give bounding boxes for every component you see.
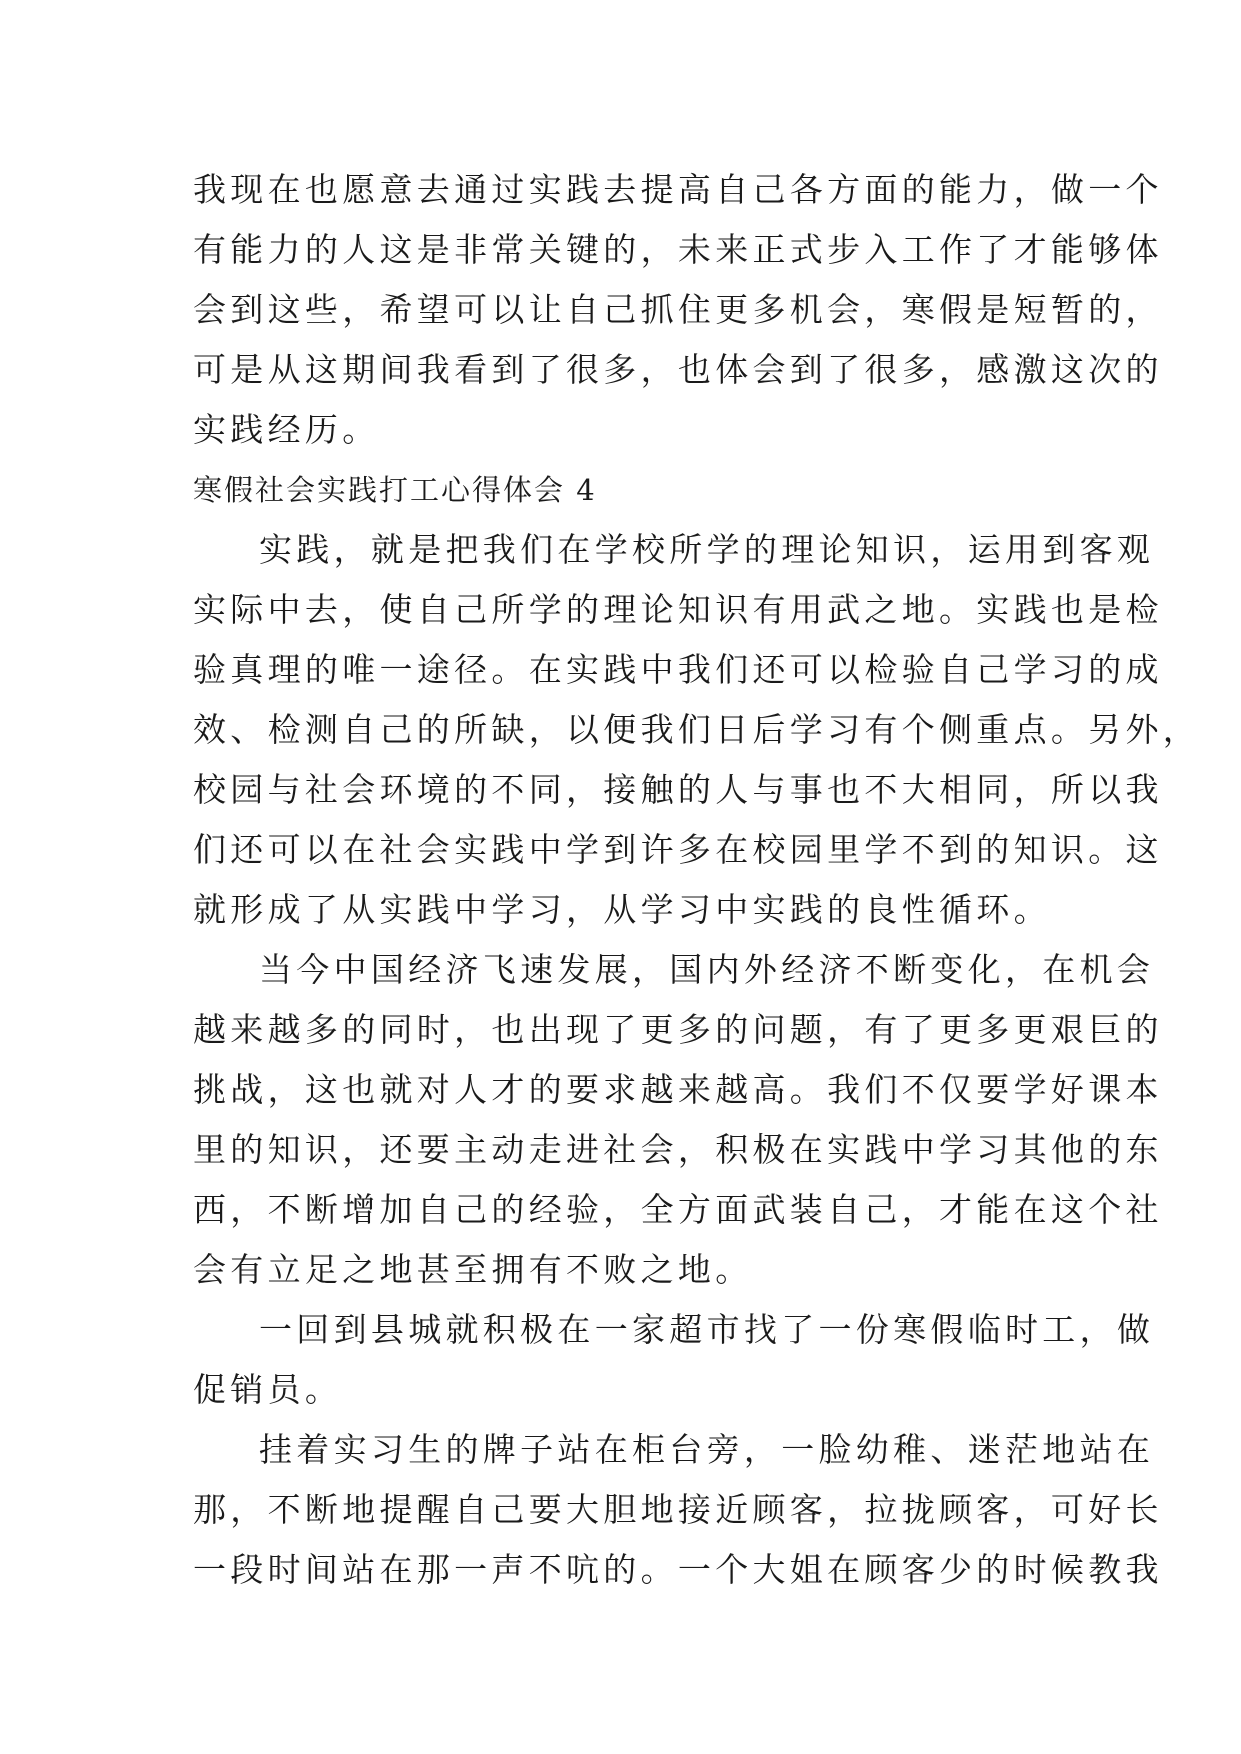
text-line: 会到这些，希望可以让自己抓住更多机会，寒假是短暂的， [193,290,1163,329]
text-line: 一段时间站在那一声不吭的。一个大姐在顾客少的时候教我 [193,1550,1163,1589]
section-heading: 寒假社会实践打工心得体会 4 [193,473,597,507]
text-line: 我现在也愿意去通过实践去提高自己各方面的能力，做一个 [193,170,1163,209]
document-body [193,160,1201,1600]
text-line: 就形成了从实践中学习，从学习中实践的良性循环。 [193,890,1051,929]
text-line: 实践经历。 [193,410,380,449]
text-line: 验真理的唯一途径。在实践中我们还可以检验自己学习的成 [193,650,1163,689]
text-line: 效、检测自己的所缺，以便我们日后学习有个侧重点。另外， [193,710,1201,749]
text-line: 越来越多的同时，也出现了更多的问题，有了更多更艰巨的 [193,1010,1163,1049]
text-line: 挑战，这也就对人才的要求越来越高。我们不仅要学好课本 [193,1070,1163,1109]
paragraph-first-line: 一回到县城就积极在一家超市找了一份寒假临时工，做 [259,1310,1155,1349]
text-line: 有能力的人这是非常关键的，未来正式步入工作了才能够体 [193,230,1163,269]
text-line: 里的知识，还要主动走进社会，积极在实践中学习其他的东 [193,1130,1163,1169]
text-line: 校园与社会环境的不同，接触的人与事也不大相同，所以我 [193,770,1163,809]
text-line: 西，不断增加自己的经验，全方面武装自己，才能在这个社 [193,1190,1163,1229]
text-line: 实际中去，使自己所学的理论知识有用武之地。实践也是检 [193,590,1163,629]
text-line: 们还可以在社会实践中学到许多在校园里学不到的知识。这 [193,830,1163,869]
text-line: 可是从这期间我看到了很多，也体会到了很多，感激这次的 [193,350,1163,389]
paragraph-first-line: 实践，就是把我们在学校所学的理论知识，运用到客观 [259,530,1155,569]
paragraph-first-line: 当今中国经济飞速发展，国内外经济不断变化，在机会 [259,950,1155,989]
text-line: 会有立足之地甚至拥有不败之地。 [193,1250,753,1289]
text-line: 那，不断地提醒自己要大胆地接近顾客，拉拢顾客，可好长 [193,1490,1163,1529]
text-line: 促销员。 [193,1370,343,1409]
paragraph-first-line: 挂着实习生的牌子站在柜台旁，一脸幼稚、迷茫地站在 [259,1430,1155,1469]
